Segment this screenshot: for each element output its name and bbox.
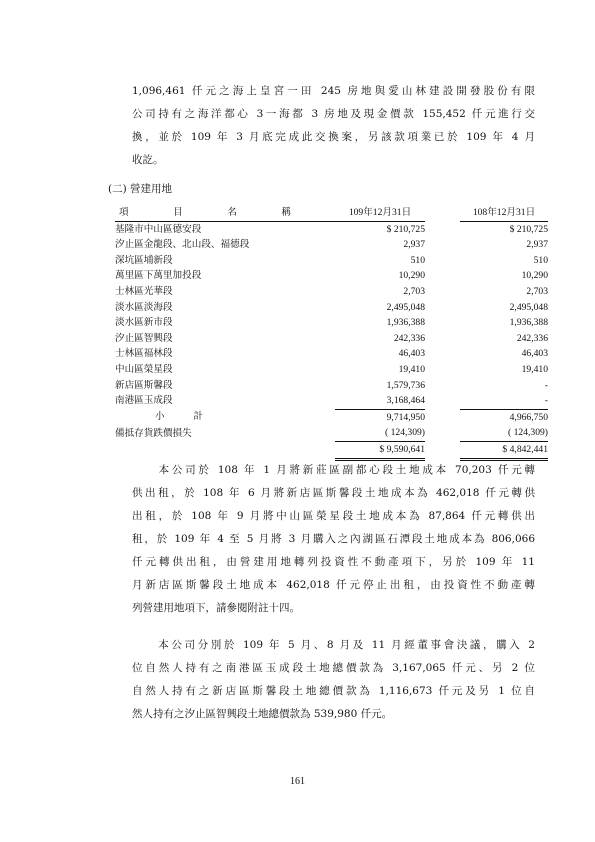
subtotal-row [115, 409, 548, 425]
land-table [115, 205, 548, 461]
allowance-2020: ( 124,309) [335, 425, 425, 441]
table-row [115, 315, 548, 331]
header-char: 名 [227, 207, 237, 218]
purchase-paragraph [132, 634, 535, 726]
value-2019: 19,410 [521, 363, 548, 375]
land-name: 士林區福林段 [115, 348, 173, 360]
subtotal-label: 小 計 [155, 411, 203, 423]
intro-line: 1,096,461 仟元之海上皇宮一田 245 房地與愛山林建設開發股份有限 [132, 85, 535, 97]
table-row [115, 253, 548, 269]
table-row [115, 331, 548, 347]
value-2019: 1,936,388 [509, 317, 548, 329]
para3-line: 本公司分別於 109 年 5 月、8 月及 11 月經董事會決議，購入 2 [132, 639, 535, 651]
transfer-paragraph [132, 458, 535, 619]
page-number: 161 [290, 776, 305, 787]
intro-line: 換，並於 109 年 3 月底完成此交換案，另該款項業已於 109 年 4 月 [132, 131, 535, 143]
value-2020: $ 210,725 [386, 223, 425, 235]
table-row [115, 362, 548, 378]
value-2020: 1,936,388 [386, 317, 425, 329]
value-2020: 2,495,048 [386, 301, 425, 313]
land-name: 淡水區新市段 [115, 317, 173, 329]
para2-line: 月新店區斯馨段土地成本 462,018 仟元停止出租，由投資性不動產轉 [132, 579, 535, 591]
land-name: 中山區榮星段 [115, 363, 173, 375]
para2-line: 列營建用地項下，請參閱附註十四。 [132, 602, 300, 614]
para2-line: 本公司於 108 年 1 月將新莊區副都心段土地成本 70,203 仟元轉 [132, 464, 535, 476]
header-col-2020: 109年12月31日 [335, 205, 425, 221]
para3-line: 自然人持有之新店區斯馨段土地總價款為 1,116,673 仟元及另 1 位自 [132, 685, 535, 697]
land-name: 深坑區埔新段 [115, 254, 173, 266]
table-row [115, 378, 548, 394]
para3-line: 位自然人持有之南港區玉成段土地總價款為 3,167,065 仟元、另 2 位 [132, 662, 535, 674]
table-body [115, 221, 548, 409]
value-2019: - [460, 393, 548, 409]
para3-line: 然人持有之汐止區智興段土地總價款為 539,980 仟元。 [132, 708, 393, 720]
header-name-col [115, 205, 335, 221]
value-2020: 510 [410, 254, 425, 266]
intro-line: 收訖。 [132, 154, 164, 166]
total-2019: $ 4,842,441 [460, 441, 548, 459]
value-2019: 242,336 [516, 332, 548, 344]
subtotal-2020: 9,714,950 [386, 411, 425, 423]
land-name: 萬里區下萬里加投段 [115, 270, 202, 282]
value-2019: 10,290 [521, 270, 548, 282]
header-col-2019: 108年12月31日 [460, 205, 548, 221]
land-name: 汐止區金龍段、北山段、福德段 [115, 239, 250, 251]
value-2020: 10,290 [398, 270, 425, 282]
table-row [115, 268, 548, 284]
table-header-row [115, 205, 548, 221]
table-row [115, 221, 548, 237]
land-name: 淡水區淡海段 [115, 301, 173, 313]
para2-line: 出租，於 108 年 9 月將中山區榮星段土地成本為 87,864 仟元轉供出 [132, 510, 535, 522]
intro-paragraph [132, 80, 535, 172]
value-2020: 19,410 [398, 363, 425, 375]
land-name: 士林區光華段 [115, 285, 173, 297]
subtotal-2019: 4,966,750 [509, 411, 548, 423]
land-name: 新店區斯馨段 [115, 379, 173, 391]
value-2019: 2,495,048 [509, 301, 548, 313]
table-row [115, 300, 548, 316]
value-2019: 2,703 [526, 285, 548, 297]
value-2020: 2,703 [403, 285, 425, 297]
land-name: 汐止區智興段 [115, 332, 173, 344]
value-2020: 46,403 [398, 348, 425, 360]
allowance-label: 備抵存貨跌價損失 [115, 427, 192, 439]
table-row [115, 346, 548, 362]
table-row [115, 237, 548, 253]
value-2019: - [544, 379, 548, 391]
value-2020: 3,168,464 [335, 393, 425, 409]
value-2020: 2,937 [403, 239, 425, 251]
header-char: 稱 [281, 207, 291, 218]
table-row [115, 393, 548, 409]
total-row [115, 441, 548, 459]
value-2019: 510 [533, 254, 548, 266]
value-2020: 242,336 [393, 332, 425, 344]
intro-line: 公司持有之海洋都心 3一海都 3 房地及現金價款 155,452 仟元進行交 [132, 108, 535, 120]
value-2019: 46,403 [521, 348, 548, 360]
table-row [115, 284, 548, 300]
header-char: 項 [119, 207, 129, 218]
allowance-2019: ( 124,309) [460, 425, 548, 441]
section-title: (二) 營建用地 [108, 183, 173, 195]
para2-line: 租，於 109 年 4 至 5 月將 3 月購入之內湖區石潭段土地成本為 806,066 [132, 533, 535, 545]
value-2019: $ 210,725 [509, 223, 548, 235]
header-char: 目 [173, 207, 183, 218]
land-name: 南港區玉成段 [115, 395, 173, 407]
total-2020: $ 9,590,641 [335, 441, 425, 459]
para2-line: 仟元轉供出租，由營建用地轉列投資性不動產項下，另於 109 年 11 [132, 556, 535, 568]
allowance-row [115, 425, 548, 441]
value-2020: 1,579,736 [386, 379, 425, 391]
para2-line: 供出租，於 108 年 6 月將新店區斯馨段土地成本為 462,018 仟元轉供 [132, 487, 535, 499]
value-2019: 2,937 [526, 239, 548, 251]
land-name: 基隆市中山區德安段 [115, 223, 202, 235]
